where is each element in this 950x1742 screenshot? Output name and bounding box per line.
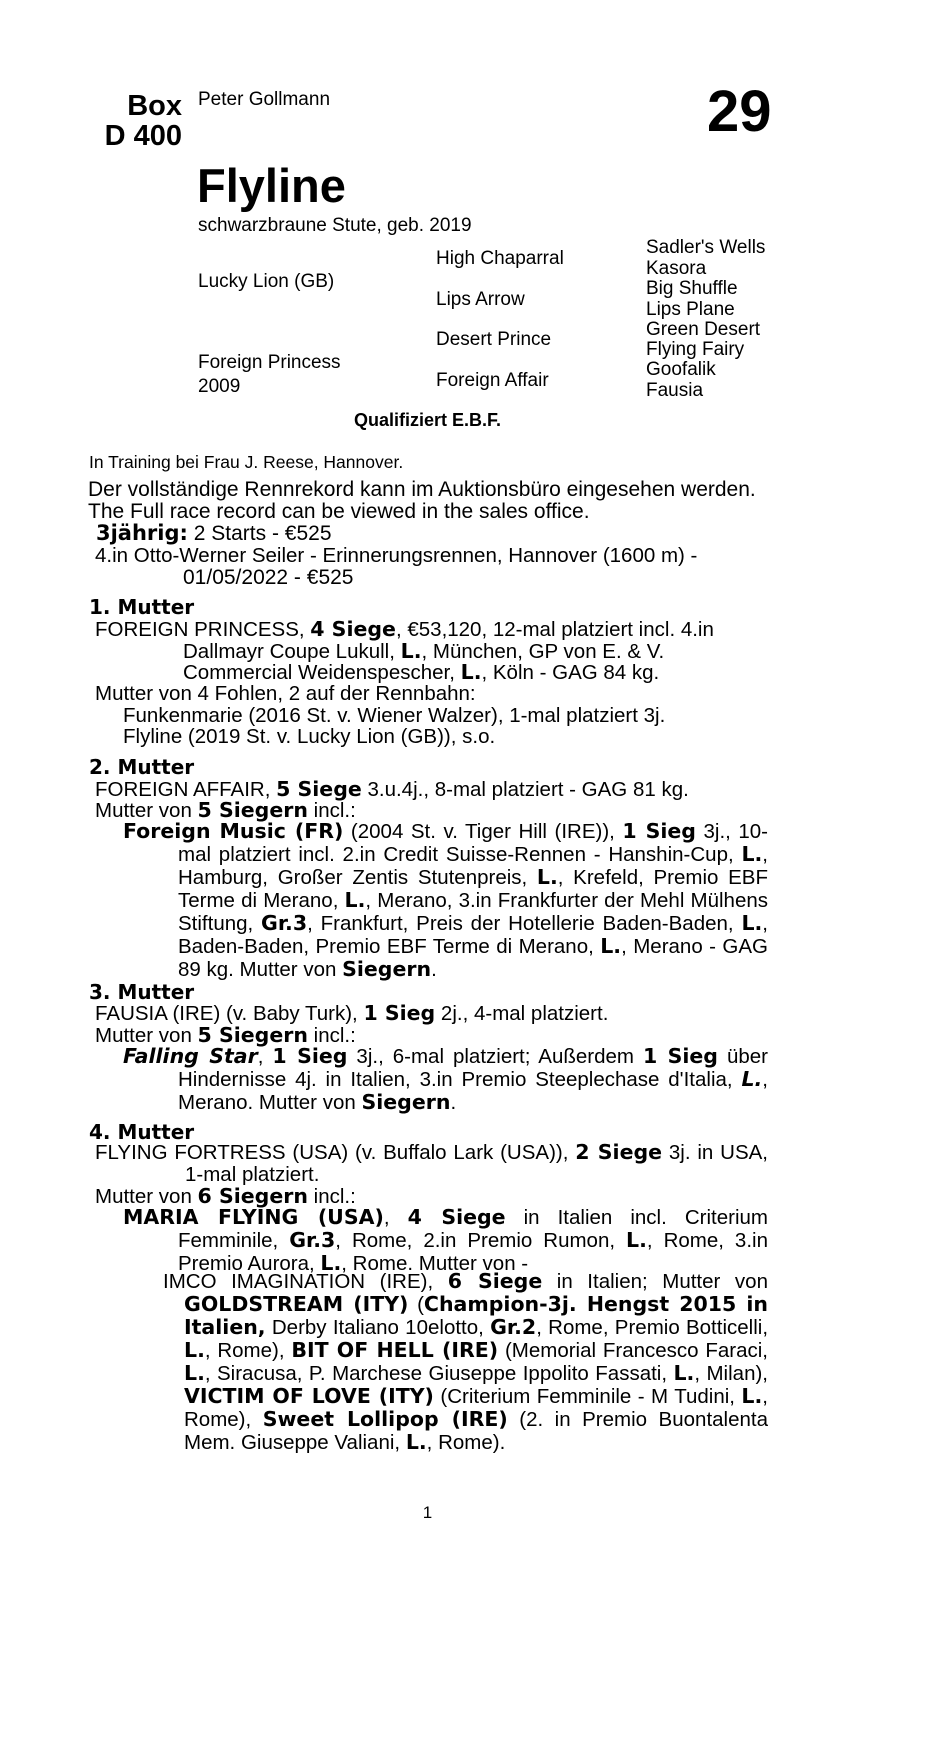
training-note: In Training bei Frau J. Reese, Hannover. (89, 452, 404, 472)
dam2-heading: 2. Mutter (89, 755, 195, 779)
dam3-produce-paragraph: Falling Star, 1 Sieg 3j., 6-mal platziert; Außerdem 1 Sieg über Hindernisse 4j. in Italien, 3.in Premio Steeplechase d'Italia, L., Merano. Mutter von Siegern. (123, 1044, 768, 1114)
dam3-heading: 3. Mutter (89, 980, 195, 1004)
dam2-line: FOREIGN AFFAIR, 5 Siege 3.u.4j., 8-mal platziert - GAG 81 kg. (95, 777, 689, 801)
pedigree-grandparent: High Chaparral (436, 248, 564, 269)
dam1-produce-item: Flyline (2019 St. v. Lucky Lion (GB)), s.o. (123, 725, 496, 748)
qualification: Qualifiziert E.B.F. (353, 410, 502, 430)
dam2-produce-paragraph: Foreign Music (FR) (2004 St. v. Tiger Hill (IRE)), 1 Sieg 3j., 10-mal platziert incl. 2.in Credit Suisse-Rennen - Hanshin-Cup, L., Hamburg, Großer Zentis Stutenpreis, L., Krefeld, Premio EBF Terme di Merano, L., Merano, 3.in Frankfurter der Mehl Mülhens Stiftung, Gr.3, Frankfurt, Preis der Hotellerie Baden-Baden, L., Baden-Baden, Premio EBF Terme di Merano, L., Merano - GAG 89 kg. Mutter von Siegern. (123, 819, 769, 981)
record-note-de: Der vollständige Rennrekord kann im Auktionsbüro eingesehen werden. (88, 478, 756, 501)
pedigree-great-grandparent: Lips Plane (646, 299, 735, 320)
age-label: 3jährig: (96, 521, 188, 545)
dam1-line: Commercial Weidenspescher, L., Köln - GAG 84 kg. (183, 660, 660, 684)
pedigree-grandparent: Lips Arrow (436, 289, 525, 310)
pedigree-great-grandparent: Flying Fairy (646, 339, 745, 360)
pedigree-great-grandparent: Goofalik (646, 359, 716, 380)
dam4-line: FLYING FORTRESS (USA) (v. Buffalo Lark (USA)), 2 Siege 3j. in USA, 1-mal platziert. (95, 1140, 768, 1186)
pedigree-dam: Foreign Princess (198, 352, 341, 373)
pedigree-great-grandparent: Sadler's Wells (646, 237, 766, 258)
racing-starts: 2 Starts - €525 (193, 522, 332, 545)
produce-name: MARIA FLYING (USA) (123, 1205, 384, 1229)
dam4-grand-produce-paragraph: IMCO IMAGINATION (IRE), 6 Siege in Italien; Mutter von GOLDSTREAM (ITY) (Champion-3j. Hengst 2015 in Italien, Derby Italiano 10elotto, Gr.2, Rome, Premio Botticelli, L., Rome), BIT OF HELL (IRE) (Memorial Francesco Faraci, L., Siracusa, P. Marchese Giuseppe Ippolito Fassati, L., Milan), VICTIM OF LOVE (ITY) (Criterium Femminile - M Tudini, L., Rome), Sweet Lollipop (IRE) (2. in Premio Buontalenta Mem. Giuseppe Valiani, L., Rome). (163, 1269, 769, 1454)
dam4-heading: 4. Mutter (89, 1120, 195, 1144)
dam1-line: FOREIGN PRINCESS, 4 Siege, €53,120, 12-mal platziert incl. 4.in (95, 617, 714, 641)
dam2-line: Mutter von 5 Siegern incl.: (95, 798, 356, 822)
page-number: 1 (422, 1503, 433, 1522)
pedigree-grandparent: Desert Prince (436, 329, 552, 350)
pedigree-dam-year: 2009 (198, 376, 241, 397)
racing-summary (96, 521, 332, 546)
pedigree-great-grandparent: Green Desert (646, 319, 761, 340)
dam4-line: Mutter von 6 Siegern incl.: (95, 1184, 356, 1208)
racing-result-date: 01/05/2022 - €525 (183, 566, 354, 589)
dam1-heading: 1. Mutter (89, 595, 195, 619)
dam4-produce-paragraph: MARIA FLYING (USA), 4 Siege in Italien incl. Criterium Femminile, Gr.3, Rome, 2.in Premio Rumon, L., Rome, 3.in Premio Aurora, L., Rome. Mutter von - (123, 1205, 768, 1275)
produce-name: Falling Star (123, 1044, 258, 1068)
horse-description: schwarzbraune Stute, geb. 2019 (198, 215, 472, 236)
pedigree-great-grandparent: Kasora (646, 258, 707, 279)
pedigree-grandparent: Foreign Affair (436, 370, 549, 391)
record-note-en: The Full race record can be viewed in the sales office. (88, 500, 590, 523)
dam1-produce-item: Funkenmarie (2016 St. v. Wiener Walzer), 1-mal platziert 3j. (123, 704, 666, 727)
pedigree-great-grandparent: Big Shuffle (646, 278, 738, 299)
dam1-line: Dallmayr Coupe Lukull, L., München, GP von E. & V. (183, 639, 665, 663)
pedigree-great-grandparent: Fausia (646, 380, 704, 401)
pedigree-sire: Lucky Lion (GB) (198, 271, 335, 292)
box-code: D 400 (104, 120, 182, 152)
lot-number: 29 (707, 79, 772, 144)
racing-result-line: 4.in Otto-Werner Seiler - Erinnerungsrennen, Hannover (1600 m) - (95, 544, 698, 567)
box-label: Box (127, 90, 182, 122)
dam3-line: Mutter von 5 Siegern incl.: (95, 1023, 356, 1047)
dam1-produce-intro: Mutter von 4 Fohlen, 2 auf der Rennbahn: (95, 682, 476, 705)
breeder-name: Peter Gollmann (198, 89, 331, 110)
produce-name: Foreign Music (FR) (123, 819, 344, 843)
dam3-line: FAUSIA (IRE) (v. Baby Turk), 1 Sieg 2j., 4-mal platziert. (95, 1001, 609, 1025)
horse-name: Flyline (197, 159, 346, 212)
